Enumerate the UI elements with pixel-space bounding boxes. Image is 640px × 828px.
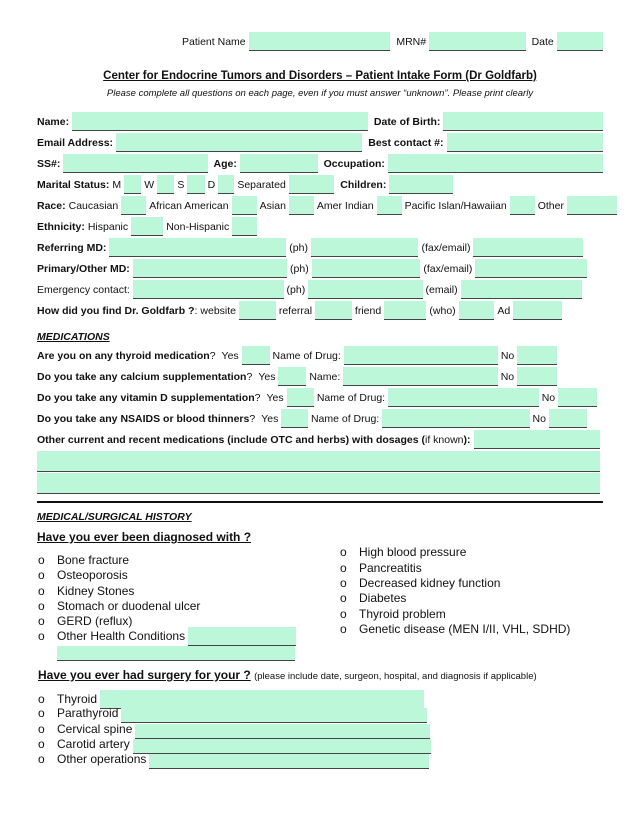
diagnosis-item: Bone fracture <box>57 553 130 567</box>
how-find-label: How did you find Dr. Goldfarb ? <box>37 305 195 317</box>
occupation-field[interactable] <box>388 154 603 173</box>
referring-ph-field[interactable] <box>311 238 419 257</box>
race-other-label: Other <box>537 200 564 212</box>
primary-ph-field[interactable] <box>312 259 421 278</box>
email-field[interactable] <box>116 133 362 152</box>
marital-d-label: D <box>207 179 216 191</box>
checkbox-other-operations[interactable]: o <box>38 752 45 766</box>
thyroid-drug-field[interactable] <box>344 346 498 365</box>
diagnosis-item: GERD (reflux) <box>57 614 133 628</box>
marital-m-label: M <box>112 179 122 191</box>
calcium-no-label: No <box>500 371 515 383</box>
nsaids-yes-field[interactable] <box>281 409 308 428</box>
date-label: Date <box>531 36 554 48</box>
marital-m-field[interactable] <box>124 175 141 194</box>
ss-row <box>37 153 603 173</box>
other-conditions-row <box>38 626 296 646</box>
thyroid-no-field[interactable] <box>517 346 557 365</box>
cervical-spine-surgery-field[interactable] <box>135 724 430 739</box>
race-row <box>37 195 617 215</box>
african-american-label: African American <box>149 200 229 212</box>
vitd-drug-field[interactable] <box>388 388 539 407</box>
emergency-ph-field[interactable] <box>308 280 422 299</box>
thyroid-no-label: No <box>500 350 515 362</box>
nsaids-row <box>37 408 587 428</box>
race-label: Race: <box>37 200 66 212</box>
referral-label: referral <box>278 305 313 317</box>
vitd-no-field[interactable] <box>558 388 597 407</box>
thyroid-yes-field[interactable] <box>242 346 270 365</box>
history-heading: MEDICAL/SURGICAL HISTORY <box>37 511 192 523</box>
surgery-item: Other operations <box>57 752 147 766</box>
referring-fax-label: (fax/email) <box>421 242 471 254</box>
nsaids-no-field[interactable] <box>549 409 587 428</box>
form-title: Center for Endocrine Tumors and Disorders – Patient Intake Form (Dr Goldfarb) <box>103 70 537 82</box>
name-label: Name: <box>37 116 70 128</box>
other-meds-field[interactable] <box>474 430 600 449</box>
q-mark: ? <box>246 371 253 383</box>
dob-field[interactable] <box>443 112 603 131</box>
referring-row <box>37 237 583 257</box>
parathyroid-surgery-field[interactable] <box>121 708 427 723</box>
friend-field[interactable] <box>384 301 426 320</box>
carotid-surgery-field[interactable] <box>133 739 431 754</box>
checkbox-carotid-surgery[interactable]: o <box>38 737 45 751</box>
best-contact-label: Best contact #: <box>368 137 444 149</box>
q-mark: ? <box>209 350 216 362</box>
medications-heading: MEDICATIONS <box>37 331 110 343</box>
primary-ph-label: (ph) <box>290 263 309 275</box>
diagnosis-item: Kidney Stones <box>57 584 135 598</box>
primary-md-field[interactable] <box>133 259 287 278</box>
nsaids-drug-field[interactable] <box>382 409 529 428</box>
ethnicity-row <box>37 216 257 236</box>
calcium-name-field[interactable] <box>343 367 497 386</box>
amer-indian-label: Amer Indian <box>316 200 374 212</box>
vitd-drug-label: Name of Drug: <box>316 392 386 404</box>
marital-w-field[interactable] <box>157 175 174 194</box>
nsaids-yes-label: Yes <box>261 413 279 425</box>
vitd-yes-label: Yes <box>266 392 284 404</box>
primary-md-label: Primary/Other MD: <box>37 263 130 275</box>
calcium-name-label: Name: <box>309 371 341 383</box>
other-operations-field[interactable] <box>149 754 429 769</box>
thyroid-drug-label: Name of Drug: <box>272 350 341 362</box>
age-field[interactable] <box>240 154 318 173</box>
dob-label: Date of Birth: <box>373 116 441 128</box>
how-find-colon: : <box>194 305 198 317</box>
calcium-question: Do you take any calcium supplementation <box>37 371 247 383</box>
marital-s-label: S <box>177 179 185 191</box>
vitd-yes-field[interactable] <box>287 388 314 407</box>
referring-fax-field[interactable] <box>473 238 583 257</box>
emergency-email-field[interactable] <box>461 280 582 299</box>
form-subtitle: Please complete all questions on each page, even if you must answer “unknown”. Please print clearly <box>106 88 534 99</box>
other-meds-colon: ): <box>463 434 471 446</box>
referring-md-label: Referring MD: <box>37 242 107 254</box>
name-field[interactable] <box>72 112 368 131</box>
primary-row <box>37 258 587 278</box>
checkbox-kidney-stones[interactable]: o <box>38 584 45 598</box>
thyroid-med-question: Are you on any thyroid medication <box>37 350 210 362</box>
who-label: (who) <box>429 305 456 317</box>
checkbox-other-conditions[interactable]: o <box>38 629 45 643</box>
separated-label: Separated <box>237 179 286 191</box>
checkbox-thyroid-surgery[interactable]: o <box>38 692 45 706</box>
other-conditions-field[interactable] <box>188 627 296 646</box>
thyroid-yes-label: Yes <box>221 350 239 362</box>
nsaids-drug-label: Name of Drug: <box>310 413 380 425</box>
calcium-yes-label: Yes <box>258 371 276 383</box>
friend-label: friend <box>354 305 382 317</box>
surgery-heading-line <box>38 668 537 684</box>
hispanic-label: Hispanic <box>87 221 129 233</box>
diagnosis-item: Osteoporosis <box>57 568 128 582</box>
primary-fax-label: (fax/email) <box>423 263 473 275</box>
referring-md-field[interactable] <box>109 238 286 257</box>
asian-field[interactable] <box>289 196 314 215</box>
race-other-field[interactable] <box>567 196 617 215</box>
referring-ph-label: (ph) <box>289 242 308 254</box>
thyroid-surgery-field[interactable] <box>100 690 424 709</box>
marital-d-field[interactable] <box>218 175 234 194</box>
patient-name-label: Patient Name <box>182 36 246 48</box>
emergency-field[interactable] <box>133 280 284 299</box>
checkbox-thyroid-problem[interactable]: o <box>340 607 347 621</box>
occupation-label: Occupation: <box>323 158 385 170</box>
best-contact-field[interactable] <box>447 133 603 152</box>
children-label: Children: <box>340 179 387 191</box>
checkbox-diabetes[interactable]: o <box>340 591 347 605</box>
ad-label: Ad <box>497 305 511 317</box>
emergency-row <box>37 279 582 299</box>
diagnosis-item: Stomach or duodenal ulcer <box>57 599 201 613</box>
non-hispanic-field[interactable] <box>232 217 257 236</box>
patient-name-field[interactable] <box>249 32 391 51</box>
diagnosis-item: Thyroid problem <box>359 607 446 621</box>
checkbox-bone-fracture[interactable]: o <box>38 553 45 567</box>
checkbox-pancreatitis[interactable]: o <box>340 561 347 575</box>
nsaids-no-label: No <box>532 413 546 425</box>
history-heading-row <box>37 506 603 526</box>
emergency-ph-label: (ph) <box>286 284 306 296</box>
caucasian-field[interactable] <box>121 196 146 215</box>
vitd-row <box>37 387 597 407</box>
diagnosis-item: High blood pressure <box>359 545 467 559</box>
diagnosis-item: Genetic disease (MEN I/II, VHL, SDHD) <box>359 622 571 636</box>
diagnosis-item: Pancreatitis <box>359 561 422 575</box>
age-label: Age: <box>213 158 237 170</box>
diagnosis-item: Other Health Conditions <box>57 629 186 643</box>
ss-label: SS#: <box>37 158 61 170</box>
checkbox-cervical-spine-surgery[interactable]: o <box>38 722 45 736</box>
marital-label: Marital Status: <box>37 179 110 191</box>
name-row <box>37 111 603 131</box>
calcium-no-field[interactable] <box>517 367 557 386</box>
separated-field[interactable] <box>289 175 334 194</box>
who-field[interactable] <box>459 301 495 320</box>
emergency-label: Emergency contact: <box>37 284 130 296</box>
ad-field[interactable] <box>513 301 562 320</box>
african-american-field[interactable] <box>232 196 257 215</box>
vitd-question: Do you take any vitamin D supplementation <box>37 392 255 404</box>
asian-label: Asian <box>259 200 286 212</box>
emergency-email-label: (email) <box>425 284 458 296</box>
calcium-yes-field[interactable] <box>278 367 306 386</box>
nsaids-question: Do you take any NSAIDS or blood thinners <box>37 413 250 425</box>
hispanic-field[interactable] <box>131 217 163 236</box>
vitd-no-label: No <box>541 392 556 404</box>
diagnosed-heading: Have you ever been diagnosed with ? <box>37 530 252 544</box>
marital-s-field[interactable] <box>187 175 204 194</box>
section-divider <box>37 501 603 503</box>
referral-field[interactable] <box>315 301 352 320</box>
website-field[interactable] <box>239 301 276 320</box>
other-meds-line-2[interactable] <box>37 473 600 494</box>
diagnosis-item: Decreased kidney function <box>359 576 501 590</box>
thyroid-med-row <box>37 345 557 365</box>
surgery-item: Cervical spine <box>57 722 133 736</box>
primary-fax-field[interactable] <box>475 259 587 278</box>
surgery-note: (please include date, surgeon, hospital, and diagnosis if applicable) <box>254 671 537 682</box>
checkbox-kidney-function[interactable]: o <box>340 576 347 590</box>
email-label: Email Address: <box>37 137 114 149</box>
non-hispanic-label: Non-Hispanic <box>166 221 230 233</box>
checkbox-high-bp[interactable]: o <box>340 545 347 559</box>
calcium-row <box>37 366 557 386</box>
if-known: if known <box>424 434 464 446</box>
other-meds-line-1[interactable] <box>37 451 600 472</box>
website-label: website <box>200 305 237 317</box>
ethnicity-label: Ethnicity: <box>37 221 85 233</box>
diagnosed-heading-row <box>37 527 603 547</box>
ss-field[interactable] <box>63 154 207 173</box>
other-meds-row <box>37 429 600 449</box>
checkbox-ulcer[interactable]: o <box>38 599 45 613</box>
caucasian-label: Caucasian <box>68 200 119 212</box>
date-field[interactable] <box>557 32 603 51</box>
surgery-item: Parathyroid <box>57 706 119 720</box>
diagnosis-item: Diabetes <box>359 591 407 605</box>
email-row <box>37 132 603 152</box>
q-mark: ? <box>254 392 261 404</box>
checkbox-osteoporosis[interactable]: o <box>38 568 45 582</box>
amer-indian-field[interactable] <box>377 196 402 215</box>
checkbox-parathyroid-surgery[interactable]: o <box>38 706 45 720</box>
children-field[interactable] <box>389 175 453 194</box>
checkbox-gerd[interactable]: o <box>38 614 45 628</box>
surgery-item: Thyroid <box>57 692 98 706</box>
surgery-item: Carotid artery <box>57 737 130 751</box>
other-meds-label: Other current and recent medications (include OTC and herbs) with dosages ( <box>37 434 425 446</box>
pacific-label: Pacific Islan/Hawaiian <box>404 200 507 212</box>
how-find-row <box>37 300 562 320</box>
mrn-field[interactable] <box>429 32 525 51</box>
marital-w-label: W <box>144 179 155 191</box>
q-mark: ? <box>249 413 256 425</box>
pacific-field[interactable] <box>510 196 535 215</box>
other-conditions-line-2[interactable] <box>57 646 295 661</box>
marital-row <box>37 174 603 194</box>
checkbox-genetic-disease[interactable]: o <box>340 622 347 636</box>
header-row <box>182 31 603 51</box>
surgery-heading: Have you ever had surgery for your ? <box>38 668 251 682</box>
medications-heading-row <box>37 326 603 346</box>
mrn-label: MRN# <box>396 36 427 48</box>
